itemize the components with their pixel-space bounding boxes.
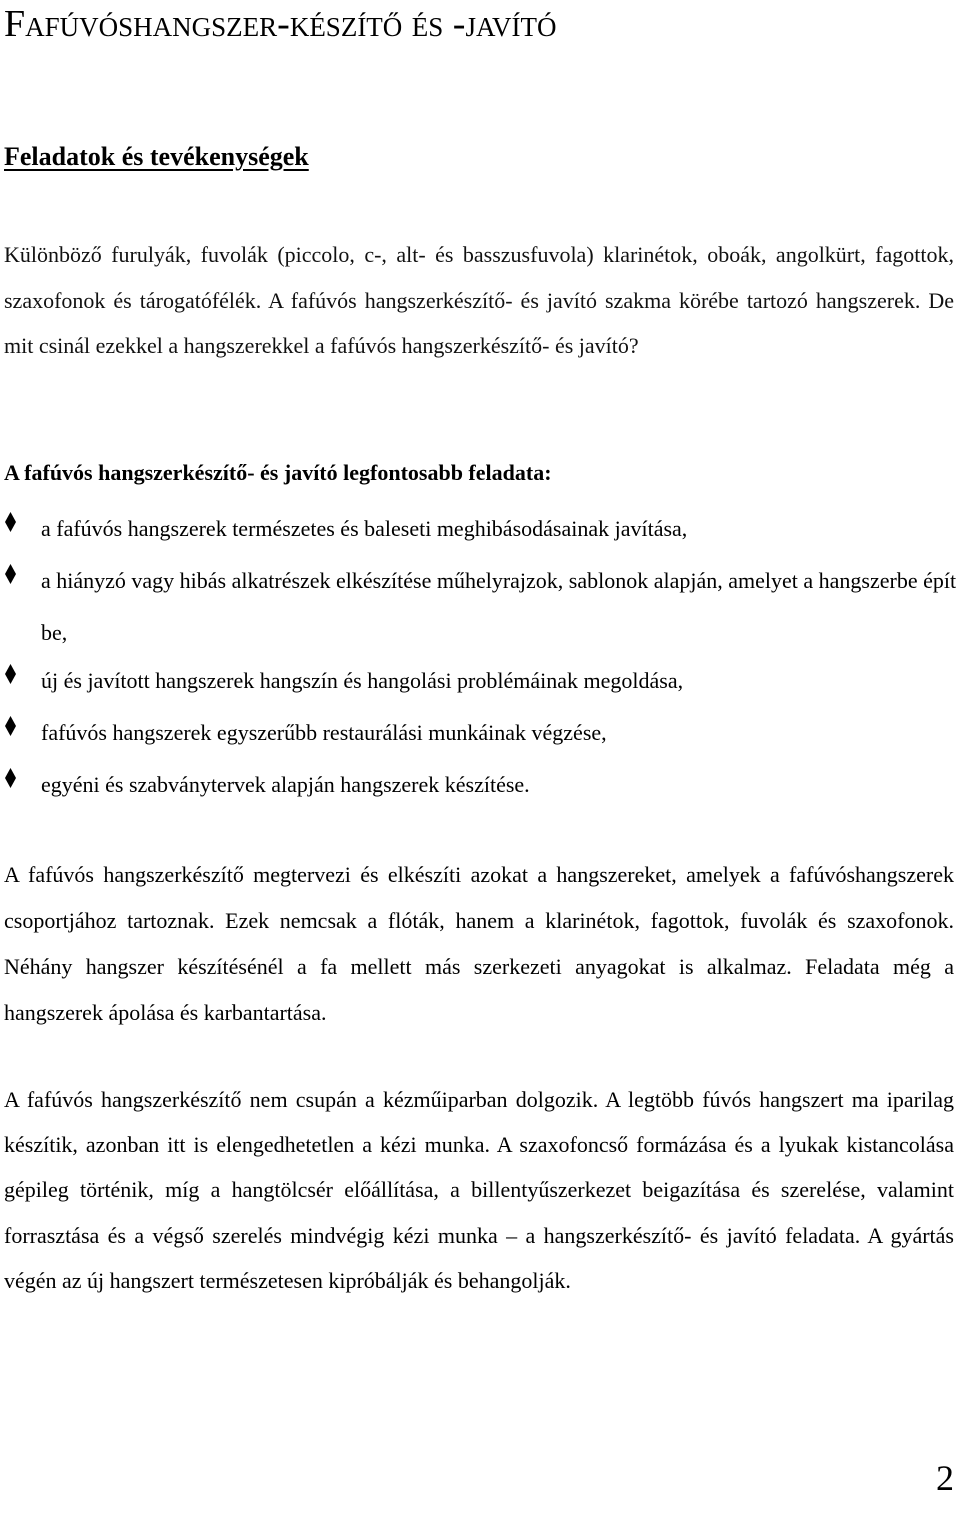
diamond-bullet-icon bbox=[4, 663, 17, 685]
diamond-bullet-icon bbox=[4, 511, 17, 533]
section-heading: Feladatok és tevékenységek bbox=[4, 142, 309, 171]
duties-heading: A fafúvós hangszerkészítő- és javító legfontosabb feladata: bbox=[4, 460, 552, 485]
page-title: Fafúvóshangszer-készítő és -javító bbox=[4, 3, 557, 45]
duty-list-item bbox=[4, 707, 958, 759]
diamond-bullet-icon bbox=[4, 563, 17, 585]
duty-list-item bbox=[4, 503, 958, 555]
duty-text: a fafúvós hangszerek természetes és baleseti meghibásodásainak javítása, bbox=[41, 516, 688, 541]
duty-list-item bbox=[4, 555, 958, 659]
duty-text: új és javított hangszerek hangszín és hangolási problémáinak megoldása, bbox=[41, 668, 684, 693]
diamond-bullet-icon bbox=[4, 767, 17, 789]
duty-list-item bbox=[4, 655, 958, 707]
duty-text: fafúvós hangszerek egyszerűbb restaurálási munkáinak végzése, bbox=[41, 720, 607, 745]
intro-paragraph: Különböző furulyák, fuvolák (piccolo, c-, alt- és basszusfuvola) klarinétok, oboák, angolkürt, fagottok, szaxofonok és tárogatófélék. A fafúvós hangszerkészítő- és javító szakma körébe tartozó hangszerek. De mit csinál ezekkel a hangszerekkel a fafúvós hangszerkészítő- és javító? bbox=[4, 242, 954, 358]
duty-text: a hiányzó vagy hibás alkatrészek elkészítése műhelyrajzok, sablonok alapján, amelyet a hangszerbe épít be, bbox=[41, 568, 957, 645]
craft-paragraph: A fafúvós hangszerkészítő nem csupán a kézműiparban dolgozik. A legtöbb fúvós hangszert ma iparilag készítik, azonban itt is elengedhetetlen a kézi munka. A szaxofoncső formázása és a lyukak kistancolása gépileg történik, míg a hangtölcsér előállítása, a billentyűszerkezet beigazítása és szerelése, valamint forrasztása és a végső szerelés mindvégig kézi munka – a hangszerkészítő- és javító feladata. A gyártás végén az új hangszert természetesen kipróbálják és behangolják. bbox=[4, 1087, 954, 1293]
design-paragraph: A fafúvós hangszerkészítő megtervezi és elkészíti azokat a hangszereket, amelyek a fafúvóshangszerek csoportjához tartoznak. Ezek nemcsak a flóták, hanem a klarinétok, fagottok, fuvolák és szaxofonok. Néhány hangszer készítésénél a fa mellett más szerkezeti anyagokat is alkalmaz. Feladata még a hangszerek ápolása és karbantartása. bbox=[4, 862, 954, 1025]
diamond-bullet-icon bbox=[4, 715, 17, 737]
page-number: 2 bbox=[936, 1458, 954, 1498]
duty-text: egyéni és szabványtervek alapján hangszerek készítése. bbox=[41, 772, 530, 797]
duty-list-item bbox=[4, 759, 958, 811]
